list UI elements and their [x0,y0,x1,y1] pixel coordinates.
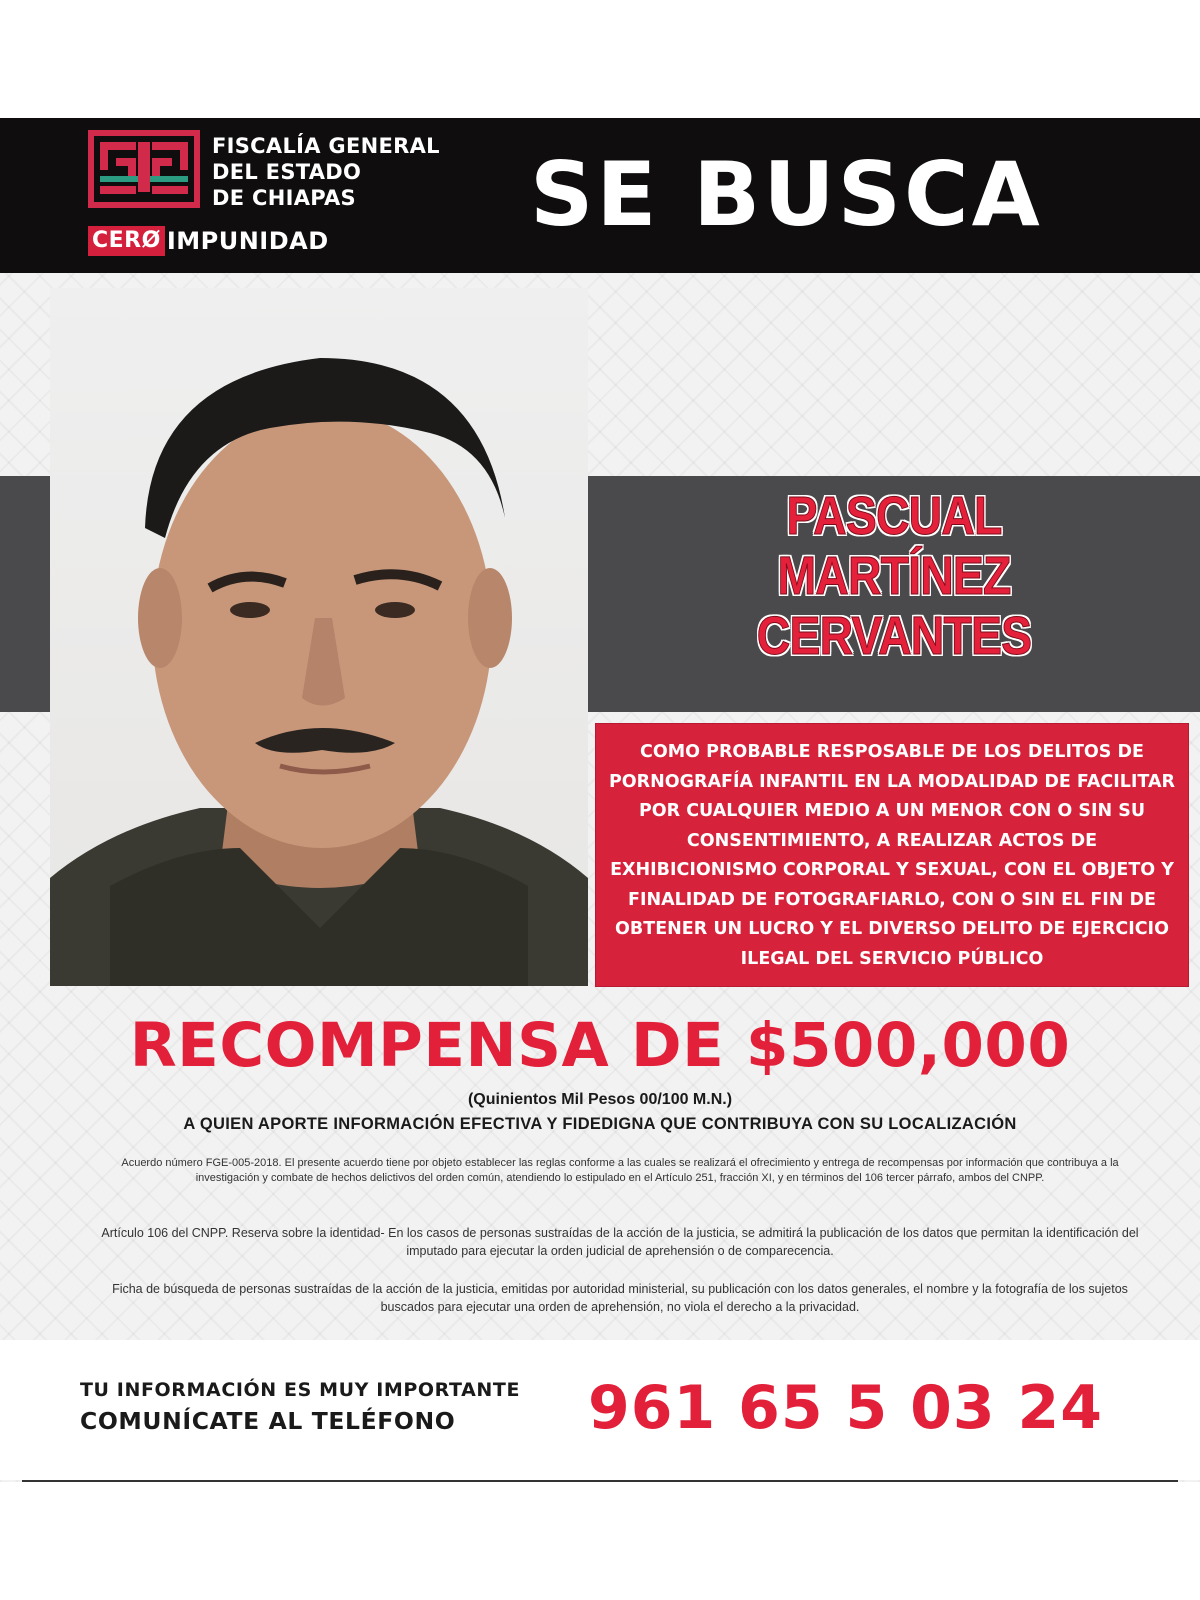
suspect-photo [50,288,588,986]
slogan [88,226,329,256]
reward-condition: A QUIEN APORTE INFORMACIÓN EFECTIVA Y FIDEDIGNA QUE CONTRIBUYA CON SU LOCALIZACIÓN [183,1115,1017,1133]
reward-headline: RECOMPENSA DE $500,000 [129,1010,1071,1081]
slogan-text: IMPUNIDAD [166,227,329,255]
legal-privacy-text: Ficha de búsqueda de personas sustraídas de la acción de la justicia, emitidas por autoridad ministerial, su publicación con los datos generales, el nombre y la fotografía de los sujetos buscados para ejecutar una orden de aprehensión, no viola el derecho a la privacidad. [112,1282,1128,1314]
org-name-line-3: DE CHIAPAS [212,186,356,210]
org-name-line-1: FISCALÍA GENERAL [212,134,440,158]
slogan-highlight: CERØ [88,226,165,256]
gray-band-left [0,476,50,712]
contact-message [80,1376,570,1438]
contact-line-2: COMUNÍCATE AL TELÉFONO [80,1407,456,1435]
org-name-line-2: DEL ESTADO [212,160,362,184]
bottom-divider [22,1480,1178,1482]
contact-phone-number[interactable]: 961 65 5 03 24 [588,1373,1104,1443]
reward-amount-words: (Quinientos Mil Pesos 00/100 M.N.) [467,1091,733,1108]
charges-text: COMO PROBABLE RESPOSABLE DE LOS DELITOS DE PORNOGRAFÍA INFANTIL EN LA MODALIDAD DE FACILITAR POR CUALQUIER MEDIO A UN MENOR CON O SIN SU CONSENTIMIENTO, A REALIZAR ACTOS DE EXHIBICIONISMO CORPORAL Y SEXUAL, CON EL OBJETO Y FINALIDAD DE FOTOGRAFIARLO, CON O SIN EL FIN DE OBTENER UN LUCRO Y EL DIVERSO DELITO DE EJERCICIO ILEGAL DEL SERVICIO PÚBLICO [608,742,1176,969]
suspect-portrait-icon [50,288,588,986]
suspect-surname-2: CERVANTES [756,606,1032,666]
contact-line-1: TU INFORMACIÓN ES MUY IMPORTANTE [80,1379,521,1401]
suspect-name [631,486,1157,666]
fiscalia-logo-icon [88,130,200,208]
legal-article-text: Artículo 106 del CNPP. Reserva sobre la identidad- En los casos de personas sustraídas de la acción de la justicia, se admitirá la publicación de los datos que permitan la identificación del imputado para ejecutar la orden judicial de aprehensión o de comparecencia. [101,1226,1139,1258]
charges-box [596,724,1188,986]
organization-name [212,133,452,211]
legal-agreement-text: Acuerdo número FGE-005-2018. El presente acuerdo tiene por objeto establecer las reglas conforme a las cuales se realizará el ofrecimiento y entrega de recompensas por información que contribuya a la investigación y combate de hechos delictivos del orden común, atendiendo lo estipulado en el Artículo 251, fracción XI, y en términos del 106 tercer párrafo, ambos del CNPP. [121,1157,1119,1184]
suspect-first-name: PASCUAL [786,486,1002,546]
wanted-headline: SE BUSCA [530,143,1043,246]
suspect-surname-1: MARTÍNEZ [777,546,1011,606]
